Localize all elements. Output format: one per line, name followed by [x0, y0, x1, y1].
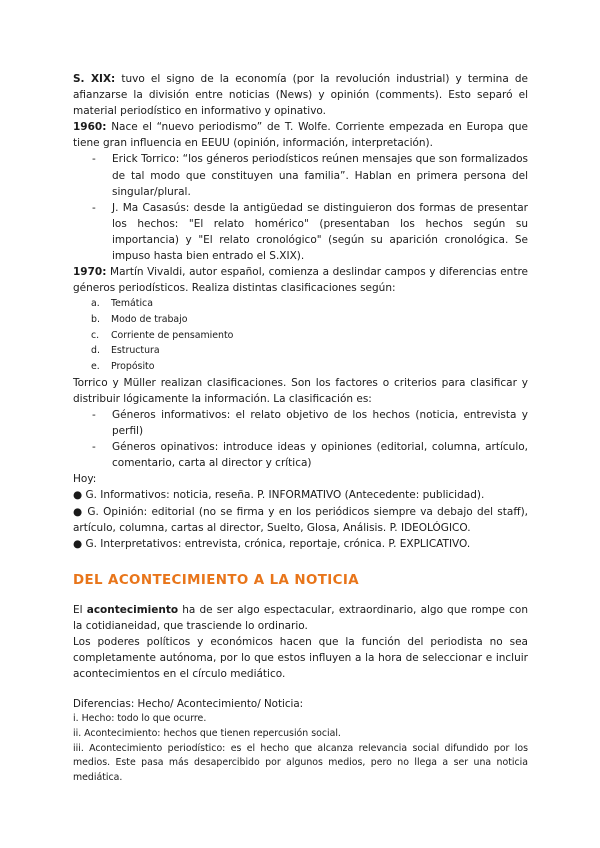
term-acontecimiento: acontecimiento: [86, 603, 179, 616]
paragraph-torrico-muller: Torrico y Müller realizan clasificaciones. Son los factores o criterios para clasificar y distribuir lógicamente la información. La clasificación es:: [73, 376, 528, 405]
list-item: [91, 312, 528, 328]
list-item-casasus: - J. Ma Casasús: desde la antigüedad se distinguieron dos formas de presentar los hechos: "El relato homérico" (presentaban los hechos según su importancia) y "El relato cronológico" (según su aparición cronológica. Se impuso hasta bien entrado el S.XIX).: [92, 200, 528, 264]
paragraph-acontecimiento: [73, 602, 528, 634]
section-heading: DEL ACONTECIMIENTO A LA NOTICIA: [73, 572, 360, 588]
label-s19: S. XIX:: [73, 73, 116, 85]
paragraph-poderes: Los poderes políticos y económicos hacen que la función del periodista no sea completamente autónoma, por lo que estos influyen a la hora de seleccionar e incluir acontecimientos en el círculo mediático.: [73, 636, 528, 681]
paragraph-1970: [73, 264, 528, 296]
list-item: [91, 328, 528, 344]
label-1960: 1960:: [73, 121, 107, 134]
list-marker: d.: [91, 345, 100, 357]
paragraph-1960: [73, 119, 528, 151]
differences-title: Diferencias: Hecho/ Acontecimiento/ Noticia:: [73, 698, 304, 711]
hoy-item-opinion: ● G. Opinión: editorial (no se firma y en los periódicos siempre va debajo del staff), artículo, columna, cartas al director, Suelto, Glosa, Análisis. P. IDEOLÓGICO.: [73, 505, 528, 534]
hoy-item-informativos: ● G. Informativos: noticia, reseña. P. INFORMATIVO (Antecedente: publicidad).: [73, 489, 485, 502]
difference-item-periodistico: iii. Acontecimiento periodístico: es el hecho que alcanza relevancia social difundido por los medios. Este pasa más desapercibido por algunos medios, pero no llega a ser una noticia mediática.: [73, 742, 528, 783]
list-item: [91, 296, 528, 312]
text-s19: tuvo el signo de la economía (por la revolución industrial) y termina de afianzarse la división entre noticias (News) y opinión (comments). Esto separó el material periodístico en informativo y opinativo.: [73, 73, 528, 118]
list-item-text: Propósito: [111, 361, 155, 373]
difference-item-acontecimiento: ii. Acontecimiento: hechos que tienen repercusión social.: [73, 727, 341, 739]
list-marker: c.: [91, 329, 100, 341]
paragraph-s19: [73, 71, 528, 119]
list-item: [91, 359, 528, 375]
label-hoy: Hoy:: [73, 473, 97, 486]
text-prefix: El: [73, 603, 87, 616]
list-item-torrico: - Erick Torrico: “los géneros periodísticos reúnen mensajes que son formalizados de tal modo que constituyen una familia”. Hablan en primera persona del singular/plural.: [92, 151, 528, 199]
list-item-text: Modo de trabajo: [111, 314, 188, 326]
list-item-text: Corriente de pensamiento: [111, 329, 234, 341]
text-suffix: ha de ser algo espectacular, extraordinario, algo que rompe con la cotidianeidad, que trasciende lo ordinario.: [73, 603, 529, 632]
authors-list: [73, 151, 528, 264]
list-item-opinativos: - Géneros opinativos: introduce ideas y opiniones (editorial, columna, artículo, comentario, carta al director y crítica): [92, 439, 528, 471]
list-item-text: Estructura: [111, 345, 160, 357]
text-1970: Martín Vivaldi, autor español, comienza a deslindar campos y diferencias entre géneros periodísticos. Realiza distintas clasificaciones según:: [73, 266, 528, 295]
list-marker: e.: [91, 361, 100, 373]
list-item-informativos: - Géneros informativos: el relato objetivo de los hechos (noticia, entrevista y perfil): [92, 407, 528, 439]
difference-item-hecho: i. Hecho: todo lo que ocurre.: [73, 713, 207, 725]
list-item-text: Temática: [111, 298, 153, 310]
list-marker: b.: [91, 314, 100, 326]
list-marker: a.: [91, 298, 100, 310]
label-1970: 1970:: [73, 266, 107, 279]
list-item: [91, 343, 528, 359]
genres-list: [73, 407, 528, 471]
criteria-list: [73, 296, 528, 375]
text-1960: Nace el “nuevo periodismo” de T. Wolfe. Corriente empezada en Europa que tiene gran influencia en EEUU (opinión, información, interpretación).: [73, 121, 528, 150]
hoy-item-interpretativos: ● G. Interpretativos: entrevista, crónica, reportaje, crónica. P. EXPLICATIVO.: [73, 537, 471, 550]
